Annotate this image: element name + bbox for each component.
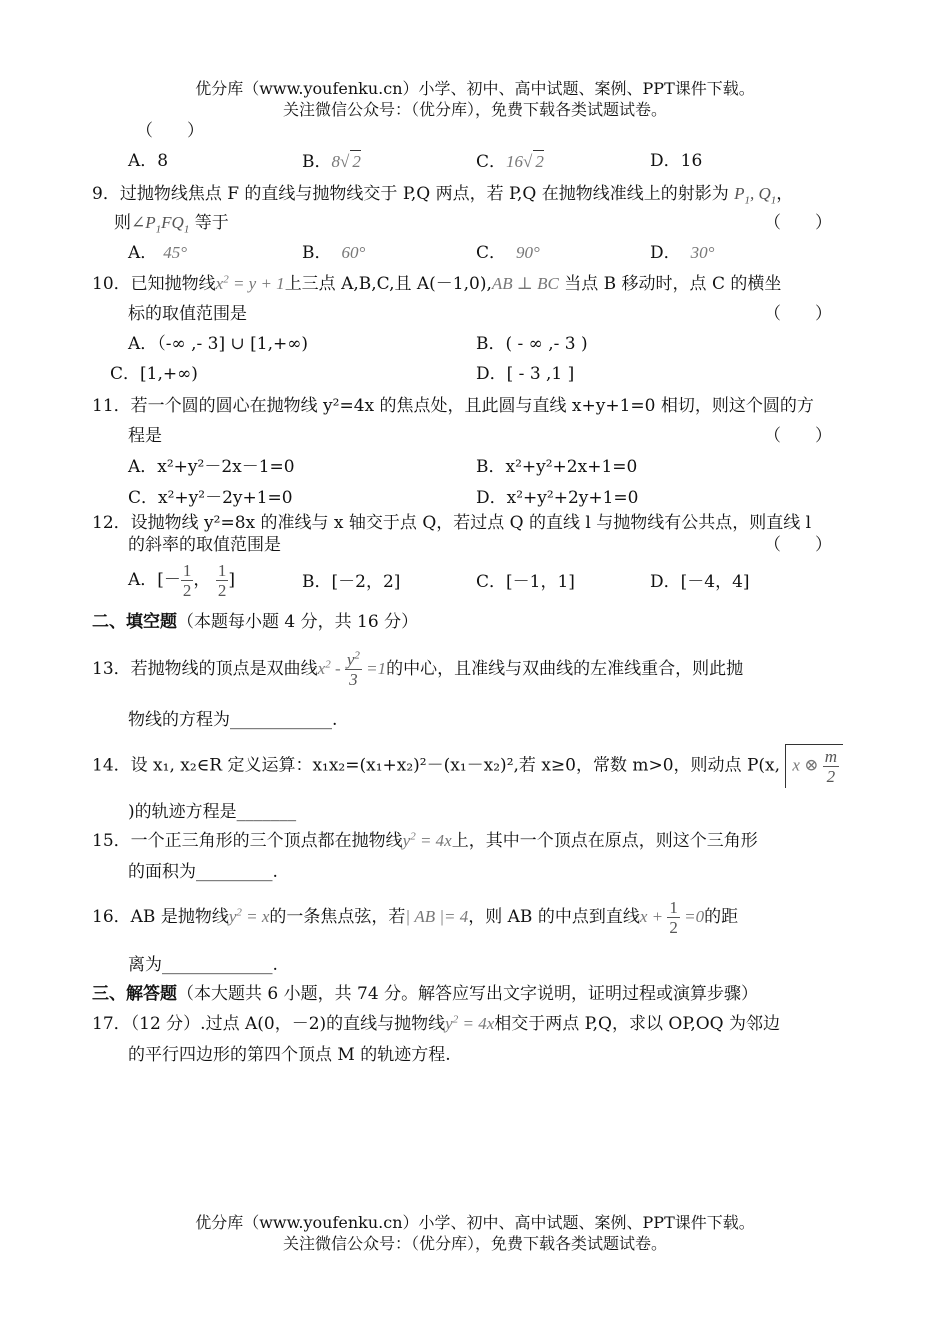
q10-line-1: 10．已知抛物线$x^2 = y + 1$上三点 A,B,C,且 A(－1,0),AB ⊥ BC 当点 B 移动时，点 C 的横坐 [92, 273, 782, 294]
q14-line-1: 14．设 x₁, x₂∈R 定义运算：x₁x₂=(x₁+x₂)²－(x₁－x₂)²,若 x≥0，常数 m>0，则动点 P(x, x ⊗ $\frac{m}{2}$ [92, 744, 843, 788]
q9-line-2: 则$\angle P_1FQ_1$ 等于 [114, 213, 229, 236]
q11-line-2: 程是 [128, 426, 162, 446]
q14-line-2: )的轨迹方程是_______ [128, 802, 297, 822]
q11-option-c: C．x²+y²－2y+1=0 [128, 488, 293, 508]
q12-paren: （ ） [764, 535, 832, 555]
q10-option-d: D．[ - 3 ,1 ] [476, 364, 575, 384]
q12-option-b: B．[－2，2] [302, 572, 401, 592]
q11-option-d: D．x²+y²+2y+1=0 [476, 488, 639, 508]
q9-option-d: D． 30° [650, 243, 715, 263]
footer-line-1: 优分库（www.youfenku.cn）小学、初中、高中试题、案例、PPT课件下载。 [195, 1213, 755, 1232]
q8-option-d: D．16 [650, 151, 703, 171]
header-line-2: 关注微信公众号：（优分库），免费下载各类试题试卷。 [282, 100, 667, 119]
fraction-one-half: $\frac{1}{2}$ [182, 561, 192, 600]
q11-option-b: B．x²+y²+2x+1=0 [476, 457, 638, 477]
q16-line-1: 16．AB 是抛物线$y^2 = x$的一条焦点弦，若| AB |= 4，则 AB 的中点到直线x + $\frac{1}{2}$ =0的距 [92, 898, 739, 937]
q11-option-a: A．x²+y²－2x－1=0 [128, 457, 295, 477]
q13-line-2: 物线的方程为____________. [128, 710, 338, 730]
q9-line-1: 9．过抛物线焦点 F 的直线与抛物线交于 P,Q 两点，若 P,Q 在抛物线准线上的射影为 $P_1$, $Q_1$， [92, 184, 794, 207]
q12-line-1: 12．设抛物线 y²=8x 的准线与 x 轴交于点 Q，若过点 Q 的直线 l 与抛物线有公共点，则直线 l [92, 513, 812, 533]
q10-option-b: B．( - ∞ ,- 3 ) [476, 334, 588, 354]
q8-option-c: C．16√ 2 [476, 152, 544, 172]
q10-paren: （ ） [764, 304, 832, 324]
q11-paren: （ ） [764, 426, 832, 446]
q16-line-2: 离为_____________. [128, 955, 278, 975]
q9-paren: （ ） [764, 213, 832, 233]
q8-option-b: B．8√ 2 [302, 152, 361, 172]
fraction-one-half: $\frac{1}{2}$ [217, 561, 227, 600]
q12-option-c: C．[－1，1] [476, 572, 575, 592]
q13-line-1: 13．若抛物线的顶点是双曲线$x^2$ - $\frac{y^2}{3}$ =1的中心，且准线与双曲线的左准线重合，则此抛 [92, 649, 744, 689]
q10-option-c: C．[1,+∞) [110, 364, 198, 384]
q12-option-a: A．[－ $\frac{1}{2}$ ， $\frac{1}{2}$ ] [128, 561, 235, 600]
sqrt-expression: x ⊗ $\frac{m}{2}$ [785, 744, 843, 788]
section-3-heading: 三、解答题（本大题共 6 小题，共 74 分。解答应写出文字说明，证明过程或演算步骤） [92, 984, 759, 1004]
q15-line-2: 的面积为_________. [128, 862, 278, 882]
q11-line-1: 11．若一个圆的圆心在抛物线 y²=4x 的焦点处，且此圆与直线 x+y+1=0 相切，则这个圆的方 [92, 396, 814, 416]
section-2-heading: 二、填空题（本题每小题 4 分，共 16 分） [92, 612, 419, 632]
q12-line-2: 的斜率的取值范围是 [128, 535, 281, 555]
q10-line-2: 标的取值范围是 [128, 304, 247, 324]
header-line-1: 优分库（www.youfenku.cn）小学、初中、高中试题、案例、PPT课件下载。 [195, 79, 755, 98]
footer-line-2: 关注微信公众号：（优分库），免费下载各类试题试卷。 [282, 1234, 667, 1253]
q9-option-c: C． 90° [476, 243, 540, 263]
q9-option-a: A． 45° [128, 243, 188, 263]
q12-option-d: D．[－4，4] [650, 572, 750, 592]
q9-option-b: B． 60° [302, 243, 366, 263]
q17-line-2: 的平行四边形的第四个顶点 M 的轨迹方程. [128, 1045, 451, 1065]
q10-option-a: A．（-∞ ,- 3] ∪ [1,+∞) [128, 334, 309, 354]
q17-line-1: 17．（12 分）.过点 A(0，－2)的直线与抛物线$y^2 = 4x$相交于两点 P,Q，求以 OP,OQ 为邻边 [92, 1013, 781, 1034]
q8-paren: （ ） [136, 121, 204, 141]
q15-line-1: 15．一个正三角形的三个顶点都在抛物线$y^2 = 4x$上，其中一个顶点在原点，则这个三角形 [92, 830, 758, 851]
q8-option-a: A．8 [128, 151, 169, 171]
